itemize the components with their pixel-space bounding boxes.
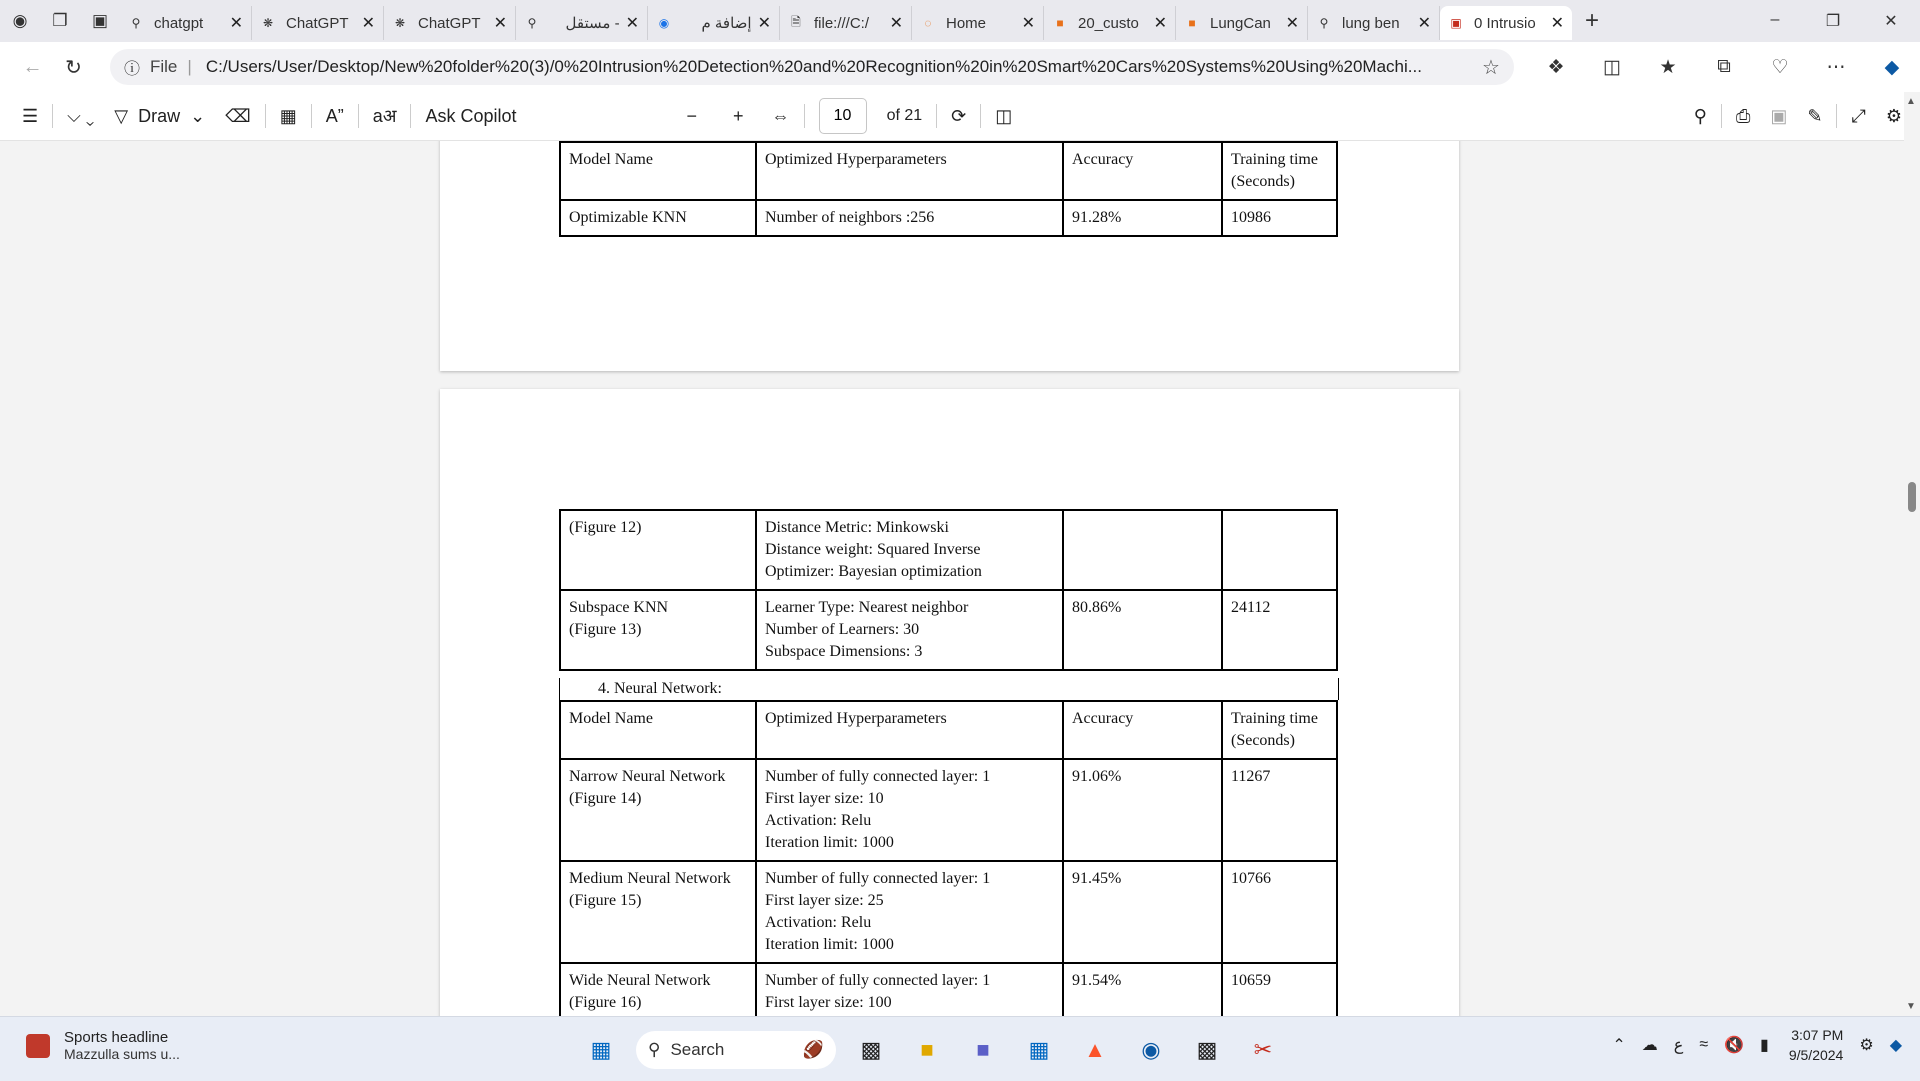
system-tray (1596, 1025, 1902, 1065)
close-icon[interactable]: ✕ (1021, 15, 1035, 32)
search-highlight-icon: 🏈 (802, 1040, 824, 1059)
table-cell: 10766 (1222, 861, 1337, 963)
news-widget[interactable]: Sports headline Mazzulla sums u... (26, 1029, 180, 1062)
back-icon[interactable]: ← (22, 55, 43, 78)
divider (936, 104, 937, 128)
table-cell: Number of fully connected layer: 1 First layer size: 25 Activation: Relu Iteration limit: 1000 (756, 861, 1063, 963)
taskbar-center (580, 1029, 1298, 1071)
tab-10[interactable]: ⚲ lung ben ✕ (1308, 6, 1440, 40)
news-icon (26, 1034, 50, 1058)
pdf-page-9 (440, 141, 1459, 371)
table-cell: Number of fully connected layer: 1 First layer size: 10 Activation: Relu Iteration limit: 1000 (756, 759, 1063, 861)
table-cell: Narrow Neural Network (Figure 14) (560, 759, 756, 861)
zoom-in-icon[interactable]: + (733, 105, 744, 126)
table-cell: 91.06% (1063, 759, 1222, 861)
search-icon: ⚲ (648, 1040, 661, 1059)
divider (358, 104, 359, 128)
page-view-icon[interactable]: ◫ (995, 105, 1013, 126)
rotate-icon[interactable]: ⟳ (951, 105, 967, 126)
table-cell: Wide Neural Network (Figure 16) (560, 963, 756, 1016)
pdf-toolbar (0, 92, 1920, 141)
table-cell: Number of fully connected layer: 1 First layer size: 100 (756, 963, 1063, 1016)
table-cell: 10986 (1222, 200, 1337, 236)
close-icon[interactable]: ✕ (1285, 15, 1299, 32)
table-cell: 24112 (1222, 590, 1337, 670)
table-cell: Distance Metric: Minkowski Distance weight: Squared Inverse Optimizer: Bayesian optimization (756, 510, 1063, 590)
page-number-input[interactable] (819, 98, 867, 134)
table-cell: Learner Type: Nearest neighbor Number of Learners: 30 Subspace Dimensions: 3 (756, 590, 1063, 670)
task-view-icon[interactable]: ▩ (860, 1037, 882, 1062)
notifications-icon[interactable]: ⚙ (1859, 1037, 1874, 1054)
print-icon[interactable]: ⎙ (1735, 105, 1751, 126)
new-tab-icon[interactable]: + (1584, 7, 1599, 34)
scroll-down-icon[interactable]: ▼ (1906, 1001, 1916, 1012)
refresh-icon[interactable]: ↻ (65, 56, 82, 79)
workspaces-icon[interactable]: ❐ (52, 11, 68, 30)
table-cell: 91.45% (1063, 861, 1222, 963)
chatgpt-icon: ❋ (262, 16, 274, 30)
loading-icon: ◌ (924, 16, 932, 30)
close-icon[interactable]: ✕ (889, 15, 903, 32)
table-row (560, 861, 1337, 963)
close-icon[interactable]: ✕ (493, 15, 507, 32)
search-icon: ⚲ (527, 16, 537, 30)
close-icon[interactable]: ✕ (1550, 15, 1564, 32)
pdf-viewer[interactable] (0, 141, 1904, 1016)
tab-bar (0, 0, 1920, 42)
book-icon: ■ (1188, 16, 1196, 30)
fullscreen-icon[interactable]: ⤢ (1851, 105, 1866, 126)
teams-icon[interactable]: ■ (976, 1037, 990, 1062)
search-icon: ⚲ (131, 16, 141, 30)
table-header-cell: Accuracy (1063, 142, 1222, 200)
tab-9[interactable]: ■ LungCan ✕ (1176, 6, 1308, 40)
brave-icon[interactable]: ▲ (1084, 1037, 1106, 1062)
browser-essentials-icon[interactable]: ♡ (1771, 56, 1789, 78)
zoom-out-icon[interactable]: − (686, 105, 698, 126)
profile-icon[interactable]: ◉ (12, 11, 28, 30)
volume-muted-icon[interactable]: 🔇 (1724, 1037, 1745, 1054)
info-icon[interactable]: ⓘ (123, 60, 140, 78)
pdf-page-10 (440, 389, 1459, 1016)
settings-icon[interactable]: ⚙ (1885, 105, 1902, 126)
url-text[interactable]: C:/Users/User/Desktop/New%20folder%20(3)/0%20Intrusion%20Detection%20and%20Recognition%20in%20Smart%20Cars%20Systems%20Using%20Machi... (205, 57, 1422, 76)
divider (52, 104, 53, 128)
table-cell (1063, 510, 1222, 590)
table-cell: Optimizable KNN (560, 200, 756, 236)
onedrive-icon[interactable]: ☁ (1641, 1037, 1658, 1054)
search-icon: ⚲ (1319, 16, 1329, 30)
terminal-icon[interactable]: ▩ (1196, 1037, 1218, 1062)
table-cell (1222, 510, 1337, 590)
file-explorer-icon[interactable]: ■ (920, 1037, 934, 1062)
close-icon[interactable]: ✕ (757, 15, 771, 32)
language-indicator[interactable]: ع (1673, 1037, 1684, 1054)
divider (410, 104, 411, 128)
start-icon[interactable]: ▦ (590, 1037, 612, 1062)
address-bar[interactable] (110, 49, 1514, 85)
browser-toolbar-right (1528, 56, 1920, 79)
table-header-cell: Training time (Seconds) (1222, 701, 1337, 759)
collections-icon[interactable]: ⧉ (1717, 55, 1731, 77)
table-cell: Subspace KNN (Figure 13) (560, 590, 756, 670)
table-cell: (Figure 12) (560, 510, 756, 590)
wifi-icon[interactable]: ≈ (1699, 1036, 1709, 1053)
divider: | (187, 57, 192, 76)
knn-table-end (559, 141, 1338, 237)
divider (804, 104, 805, 128)
table-header-cell: Training time (Seconds) (1222, 142, 1337, 200)
circle-icon: ◉ (658, 16, 670, 30)
table-cell: 91.28% (1063, 200, 1222, 236)
favorite-star-icon[interactable]: ☆ (1482, 56, 1500, 79)
clock[interactable]: 3:07 PM 9/5/2024 (1788, 1027, 1844, 1063)
table-header-cell: Model Name (560, 142, 756, 200)
favorites-icon[interactable]: ★ (1659, 56, 1677, 78)
translate-icon[interactable]: aअ (372, 106, 397, 126)
tab-5[interactable]: ◉ إضافة م ✕ (648, 6, 780, 40)
file-label: File (149, 57, 178, 76)
table-cell: Number of neighbors :256 (756, 200, 1063, 236)
page-total: of 21 (886, 107, 923, 124)
restore-icon[interactable]: ❐ (1825, 13, 1841, 30)
scrollbar-thumb[interactable] (1908, 482, 1916, 512)
tab-4[interactable]: ⚲ مستقل - ✕ (516, 6, 648, 40)
taskbar (0, 1016, 1920, 1081)
table-header-cell: Accuracy (1063, 701, 1222, 759)
divider (311, 104, 312, 128)
taskbar-search[interactable]: ⚲ Search 🏈 (636, 1031, 836, 1069)
table-cell: 10659 (1222, 963, 1337, 1016)
highlight-icon[interactable]: ⌵ ⌄ (67, 105, 95, 126)
table-row (560, 590, 1337, 670)
close-icon[interactable]: ✕ (361, 15, 375, 32)
chatgpt-icon: ❋ (394, 16, 406, 30)
table-cell: Medium Neural Network (Figure 15) (560, 861, 756, 963)
battery-icon[interactable]: ▮ (1760, 1037, 1769, 1054)
close-icon[interactable]: ✕ (625, 15, 639, 32)
ask-copilot-button[interactable]: Ask Copilot (425, 105, 517, 126)
tab-1[interactable]: ⚲ chatgpt ✕ (120, 6, 252, 40)
table-header-row (560, 142, 1337, 200)
draw-button[interactable]: ▽ Draw ⌄ (114, 105, 206, 126)
table-row (560, 759, 1337, 861)
divider (1721, 104, 1722, 128)
copilot-taskbar-icon[interactable]: ◆ (1889, 1037, 1902, 1054)
tab-11-active[interactable]: ▣ 0 Intrusio ✕ (1440, 6, 1572, 40)
save-icon[interactable]: ▣ (1770, 105, 1788, 126)
close-icon[interactable]: ✕ (1417, 15, 1431, 32)
chevron-down-icon: ⌄ (190, 105, 206, 126)
pdf-icon: ▣ (1450, 16, 1462, 30)
divider (1836, 104, 1837, 128)
table-row (560, 510, 1337, 590)
divider (980, 104, 981, 128)
more-icon[interactable]: ⋯ (1826, 56, 1846, 78)
tab-2[interactable]: ❋ ChatGPT ✕ (252, 6, 384, 40)
find-icon[interactable]: ⚲ (1693, 105, 1707, 126)
tab-3[interactable]: ❋ ChatGPT ✕ (384, 6, 516, 40)
table-header-cell: Optimized Hyperparameters (756, 701, 1063, 759)
draw-icon: ▽ (114, 105, 129, 126)
table-header-cell: Model Name (560, 701, 756, 759)
knn-table-continued (559, 509, 1338, 671)
eraser-icon[interactable]: ⌫ (225, 105, 251, 126)
nn-table (559, 700, 1338, 1016)
read-aloud-icon[interactable]: A” (325, 105, 344, 126)
table-row (560, 200, 1337, 236)
extensions-icon[interactable]: ❖ (1547, 56, 1565, 78)
table-cell: 11267 (1222, 759, 1337, 861)
table-header-cell: Optimized Hyperparameters (756, 142, 1063, 200)
table-cell: 80.86% (1063, 590, 1222, 670)
divider (265, 104, 266, 128)
save-as-icon[interactable]: ✎ (1807, 105, 1823, 126)
file-icon: 🗎 (791, 14, 801, 29)
edge-icon[interactable]: ◉ (1141, 1037, 1161, 1062)
book-icon: ■ (1056, 16, 1064, 30)
tab-actions-icon[interactable]: ▣ (91, 11, 109, 30)
chevron-up-icon[interactable]: ⌃ (1612, 1037, 1626, 1054)
store-icon[interactable]: ▦ (1028, 1037, 1050, 1062)
close-icon[interactable]: ✕ (229, 15, 243, 32)
close-window-icon[interactable]: ✕ (1884, 13, 1898, 30)
text-box-icon[interactable]: ▦ (279, 105, 297, 126)
minimize-icon[interactable]: – (1770, 11, 1780, 28)
table-header-row (560, 701, 1337, 759)
contents-icon[interactable]: ☰ (22, 105, 39, 126)
close-icon[interactable]: ✕ (1153, 15, 1167, 32)
snipping-tool-icon[interactable]: ✂ (1253, 1037, 1273, 1062)
window-controls (1746, 11, 1920, 31)
copilot-icon[interactable]: ◆ (1884, 56, 1900, 78)
fit-page-icon[interactable]: ⇔ (771, 105, 790, 126)
tab-6[interactable]: 🗎 file:///C:/ ✕ (780, 6, 912, 40)
section-heading: 4. Neural Network: (559, 678, 1339, 700)
vertical-scrollbar[interactable] (1904, 92, 1920, 1016)
address-bar-row (0, 42, 1920, 92)
table-cell: 91.54% (1063, 963, 1222, 1016)
tab-7[interactable]: ◌ Home ✕ (912, 6, 1044, 40)
scroll-up-icon[interactable]: ▲ (1906, 96, 1916, 107)
tab-8[interactable]: ■ 20_custo ✕ (1044, 6, 1176, 40)
split-screen-icon[interactable]: ◫ (1603, 56, 1621, 78)
table-row (560, 963, 1337, 1016)
